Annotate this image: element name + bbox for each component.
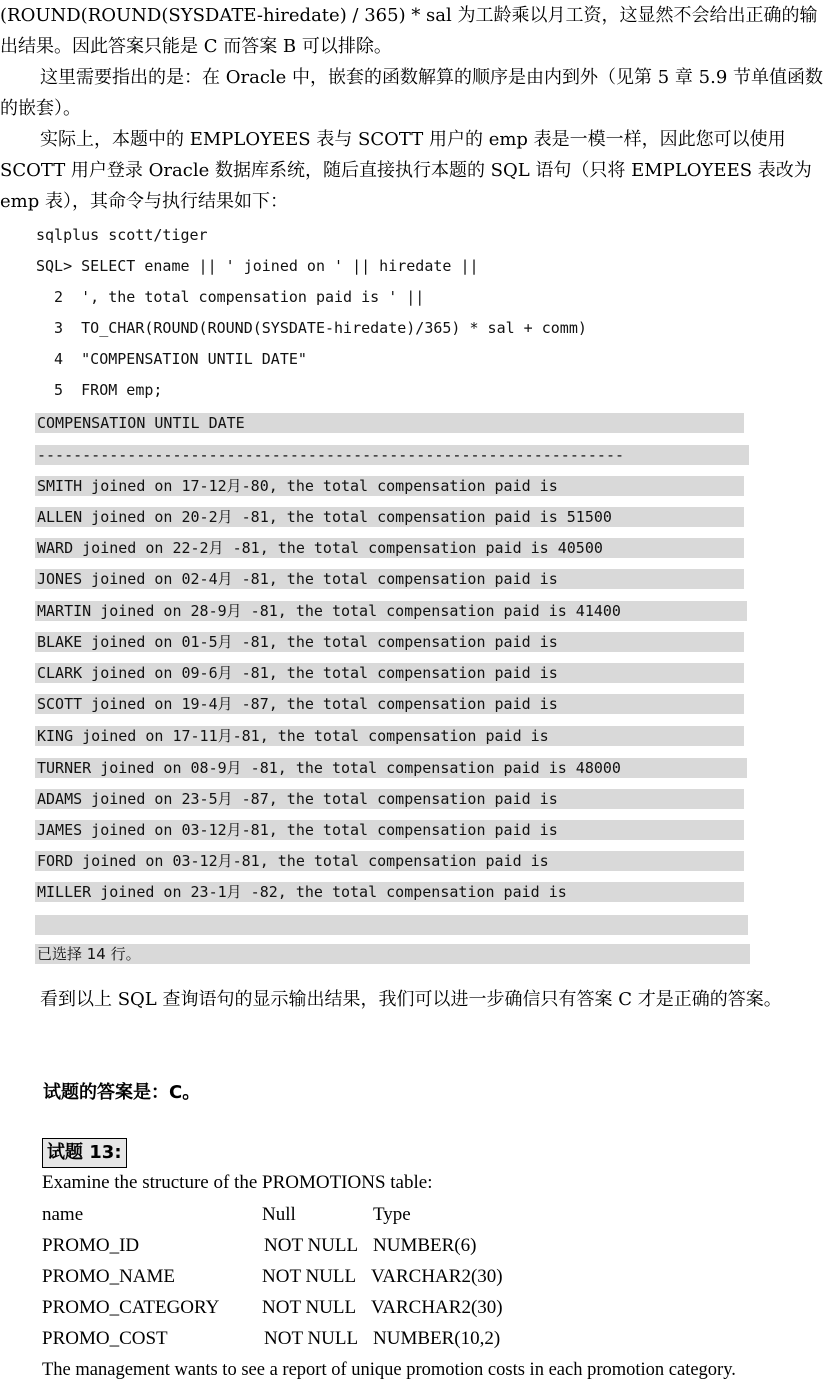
output-row: BLAKE joined on 01-5月 -81, the total compensation paid is — [35, 632, 744, 652]
output-row: ALLEN joined on 20-2月 -81, the total compensation paid is 51500 — [35, 507, 744, 527]
output-row: ADAMS joined on 23-5月 -87, the total compensation paid is — [35, 789, 744, 809]
paragraph-3: 实际上，本题中的 EMPLOYEES 表与 SCOTT 用户的 emp 表是一模一样，因此您可以使用 SCOTT 用户登录 Oracle 数据库系统，随后直接执行本题的 SQL 语句（只将 EMPLOYEES 表改为 emp 表），其命令与执行结果如下： — [0, 129, 812, 212]
output-row: FORD joined on 03-12月-81, the total compensation paid is — [35, 851, 744, 871]
output-row: TURNER joined on 08-9月 -81, the total compensation paid is 48000 — [35, 758, 747, 778]
output-row: MARTIN joined on 28-9月 -81, the total compensation paid is 41400 — [35, 601, 747, 621]
table-cell-type: NUMBER(6) — [373, 1235, 477, 1256]
output-row: CLARK joined on 09-6月 -81, the total compensation paid is — [35, 663, 744, 683]
paragraph-4: 看到以上 SQL 查询语句的显示输出结果，我们可以进一步确信只有答案 C 才是正确的答案。 — [40, 989, 782, 1010]
code-line: 3 TO_CHAR(ROUND(ROUND(SYSDATE-hiredate)/365) * sal + comm) — [36, 319, 587, 337]
table-cell-name: PROMO_CATEGORY — [42, 1297, 220, 1318]
output-blank-row — [35, 915, 748, 935]
row-count: 已选择 14 行。 — [35, 944, 750, 964]
table-cell-type: VARCHAR2(30) — [371, 1297, 503, 1318]
output-row: SMITH joined on 17-12月-80, the total compensation paid is — [35, 476, 744, 496]
table-header-null: Null — [262, 1204, 296, 1225]
output-header: COMPENSATION UNTIL DATE — [35, 413, 744, 433]
table-cell-null: NOT NULL — [262, 1297, 357, 1318]
code-line: sqlplus scott/tiger — [36, 226, 208, 244]
table-header-name: name — [42, 1204, 84, 1225]
output-row: WARD joined on 22-2月 -81, the total compensation paid is 40500 — [35, 538, 744, 558]
output-row: SCOTT joined on 19-4月 -87, the total compensation paid is — [35, 694, 744, 714]
output-divider: ----------------------------------------------------------------- — [35, 445, 749, 465]
question-last-line: The management wants to see a report of unique promotion costs in each promotion category. — [42, 1360, 736, 1380]
table-cell-name: PROMO_NAME — [42, 1266, 176, 1287]
table-header-type: Type — [373, 1204, 411, 1225]
table-cell-type: NUMBER(10,2) — [373, 1328, 501, 1349]
output-row: JONES joined on 02-4月 -81, the total compensation paid is — [35, 569, 744, 589]
question-label: 试题 13: — [42, 1138, 127, 1168]
paragraph-2: 这里需要指出的是：在 Oracle 中，嵌套的函数解算的顺序是由内到外（见第 5 章 5.9 节单值函数的嵌套）。 — [0, 67, 823, 119]
paragraph-1: (ROUND(ROUND(SYSDATE-hiredate) / 365) * sal 为工龄乘以月工资，这显然不会给出正确的输出结果。因此答案只能是 C 而答案 B 可以排除。 — [0, 5, 818, 57]
output-row: JAMES joined on 03-12月-81, the total compensation paid is — [35, 820, 744, 840]
question-intro: Examine the structure of the PROMOTIONS table: — [42, 1172, 433, 1193]
table-cell-null: NOT NULL — [262, 1266, 357, 1287]
code-line: 2 ', the total compensation paid is ' || — [36, 288, 425, 306]
table-cell-null: NOT NULL — [264, 1328, 359, 1349]
output-row: MILLER joined on 23-1月 -82, the total compensation paid is — [35, 882, 744, 902]
code-line: SQL> SELECT ename || ' joined on ' || hiredate || — [36, 257, 479, 275]
output-row: KING joined on 17-11月-81, the total compensation paid is — [35, 726, 744, 746]
table-cell-null: NOT NULL — [264, 1235, 359, 1256]
table-cell-type: VARCHAR2(30) — [371, 1266, 503, 1287]
code-line: 4 "COMPENSATION UNTIL DATE" — [36, 350, 307, 368]
answer-line: 试题的答案是：C。 — [43, 1082, 201, 1103]
code-line: 5 FROM emp; — [36, 381, 163, 399]
table-cell-name: PROMO_COST — [42, 1328, 168, 1349]
table-cell-name: PROMO_ID — [42, 1235, 140, 1256]
